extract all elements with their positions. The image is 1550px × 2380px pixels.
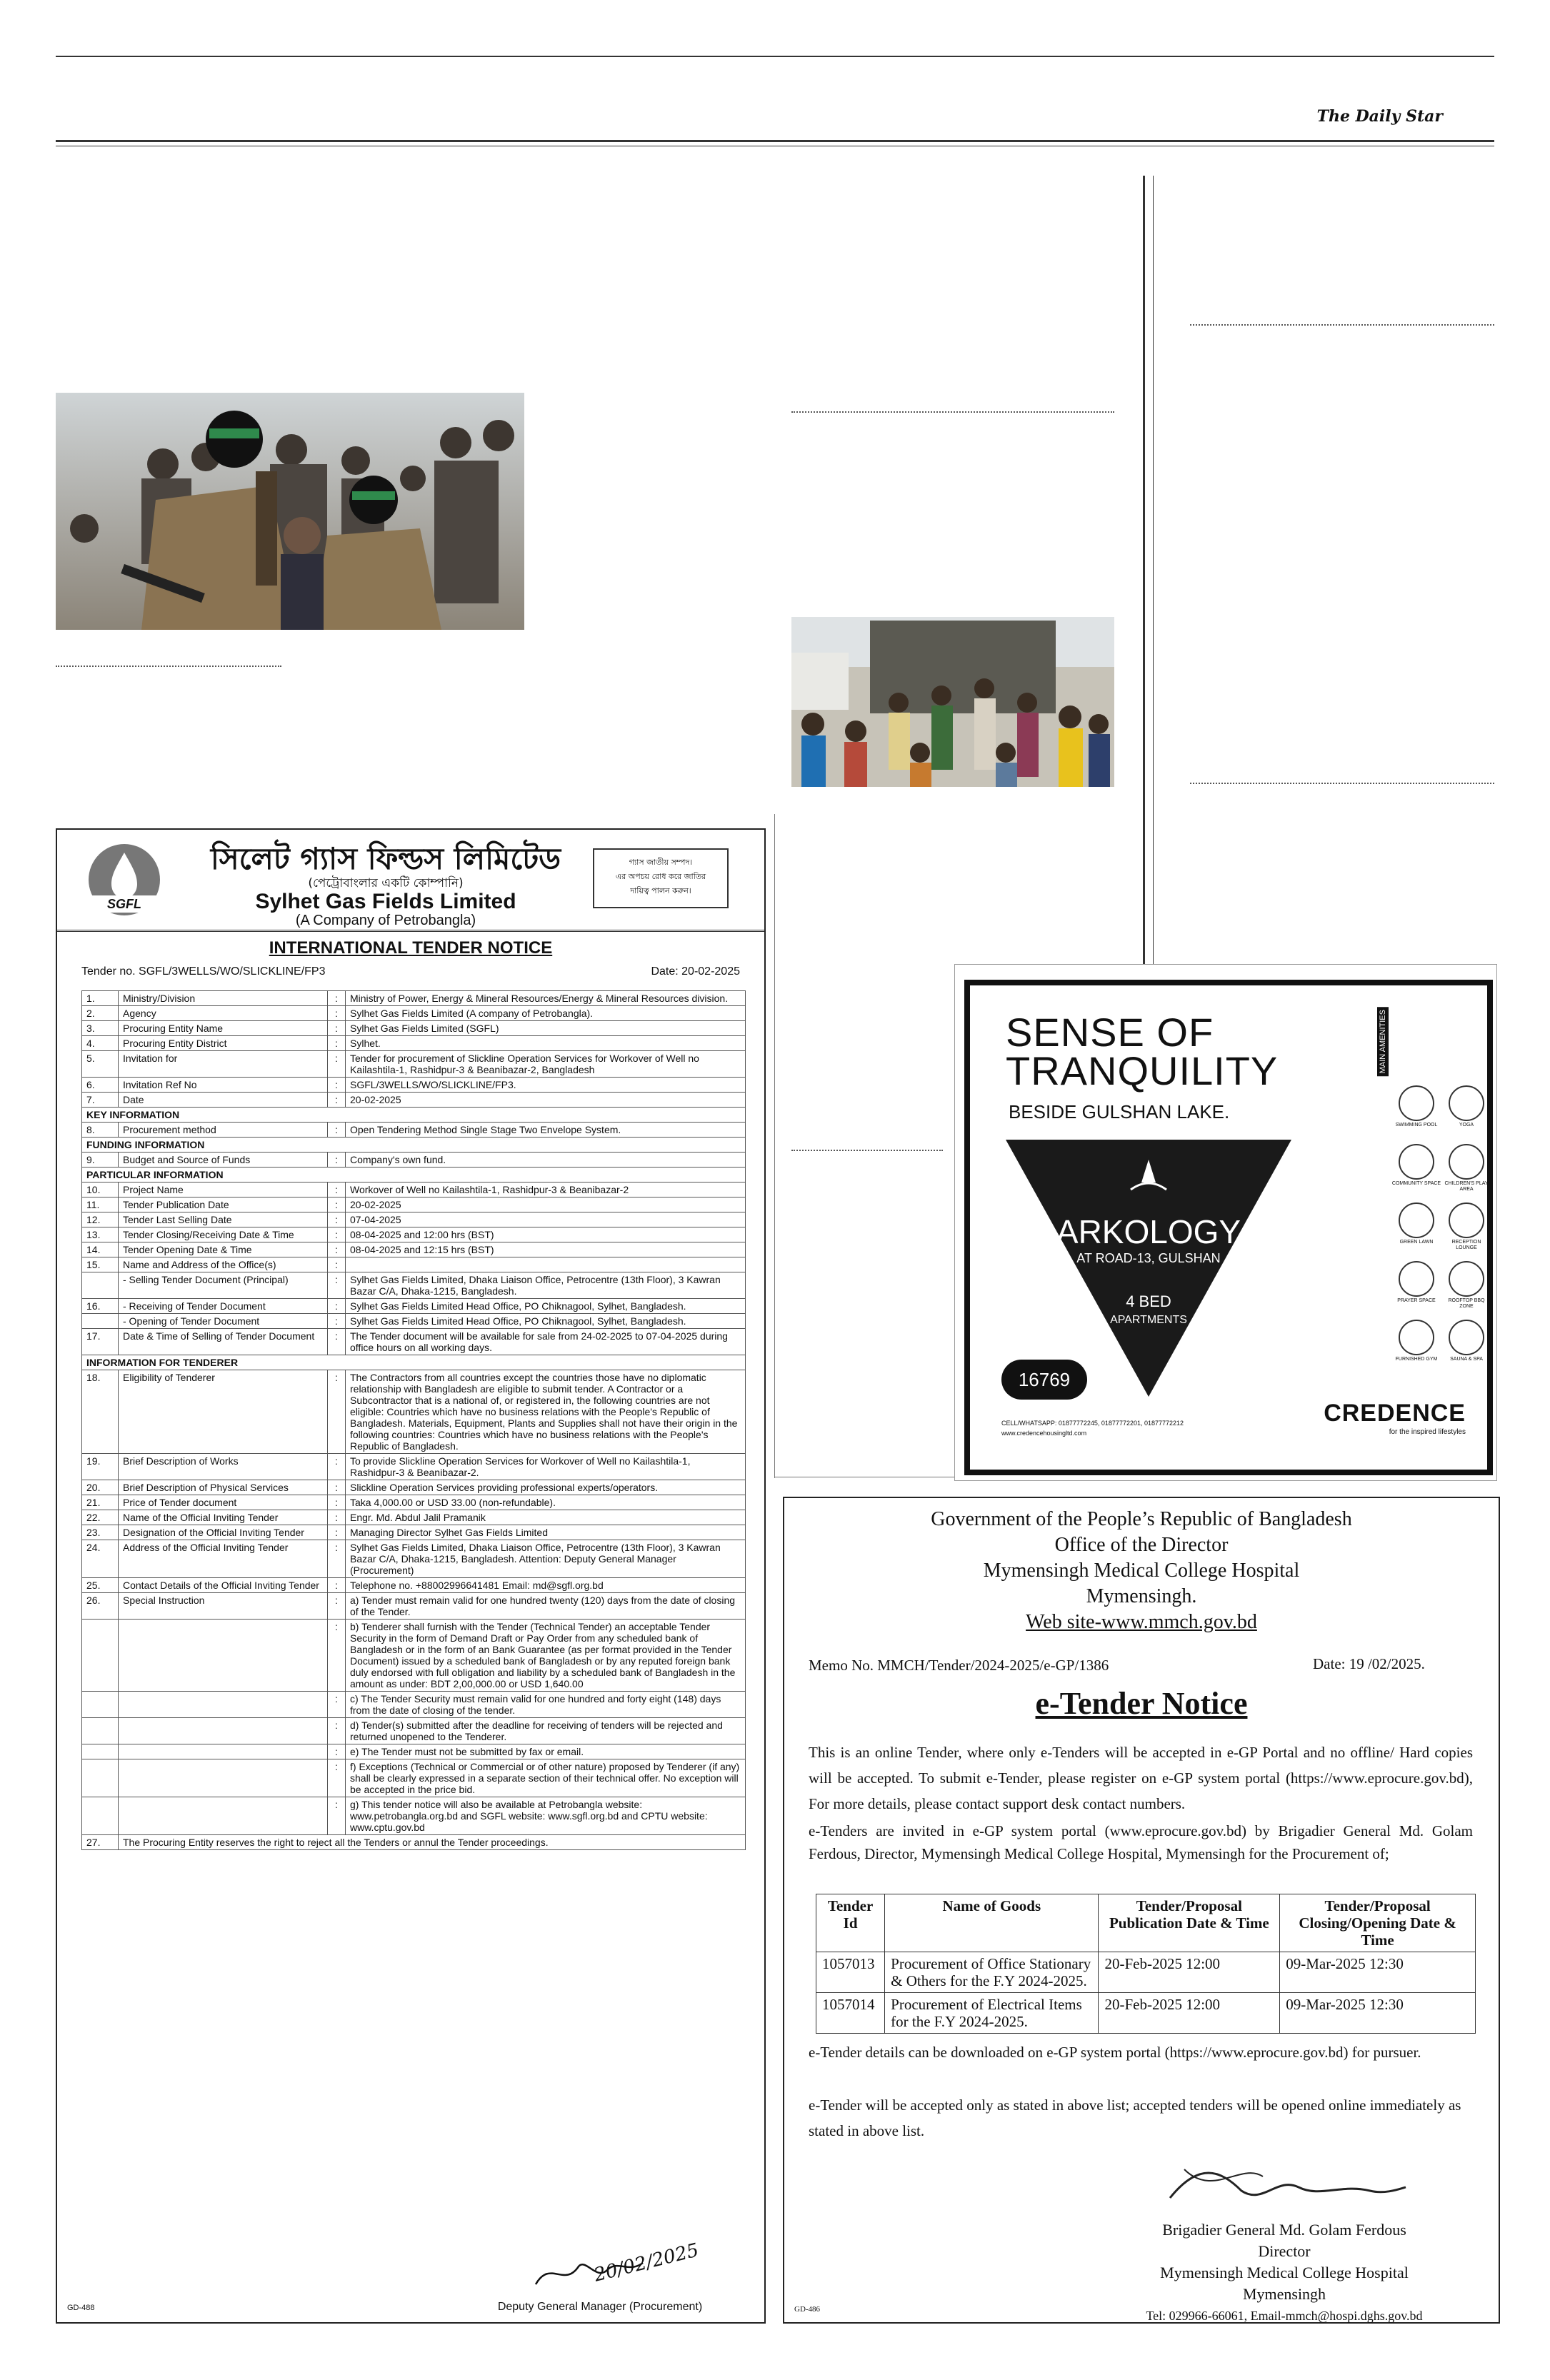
row-label: Tender Closing/Receiving Date & Time: [119, 1227, 328, 1242]
mmch-tel: Tel: 029966-66061, Email-mmch@hospi.dghs.gov.bd: [1146, 2309, 1423, 2323]
table-row: [82, 1759, 746, 1797]
row-label: - Opening of Tender Document: [119, 1314, 328, 1329]
amenity-item: [1441, 1085, 1491, 1143]
table-row: [82, 1744, 746, 1759]
row-label: Invitation Ref No: [119, 1078, 328, 1093]
row-number: 24.: [82, 1540, 119, 1578]
row-label: Price of Tender document: [119, 1495, 328, 1510]
amenity-label: SAUNA & SPA: [1450, 1357, 1483, 1362]
amenity-item: [1391, 1261, 1441, 1318]
row-value: d) Tender(s) submitted after the deadline for receiving of tenders will be rejected and returned unopened to the Tenderer.: [346, 1718, 746, 1744]
row-colon: :: [328, 1036, 346, 1051]
row-colon: :: [328, 1593, 346, 1620]
section-heading: FUNDING INFORMATION: [82, 1138, 746, 1153]
mmch-code: GD-486: [794, 2305, 821, 2314]
table-row: [82, 1692, 746, 1718]
sgfl-bangla-name: সিলেট গ্যাস ফিল্ডস লিমিটেড: [210, 841, 561, 876]
amenity-item: [1391, 1320, 1441, 1377]
row-label: Procurement method: [119, 1123, 328, 1138]
table-row: [82, 1021, 746, 1036]
ad-subhead: BESIDE GULSHAN LAKE.: [1009, 1101, 1230, 1123]
table-row: [82, 1835, 746, 1850]
amenity-label: FURNISHED GYM: [1395, 1357, 1438, 1362]
sgfl-name: Sylhet Gas Fields Limited: [255, 890, 516, 913]
row-label: Project Name: [119, 1183, 328, 1197]
table-cell: 1057013: [816, 1952, 885, 1993]
row-number: [82, 1759, 119, 1797]
table-row: [816, 1993, 1476, 2034]
ad-apartments: APARTMENTS: [1110, 1314, 1187, 1326]
row-value: a) Tender must remain valid for one hundred twenty (120) days from the date of closing of the Tender.: [346, 1593, 746, 1620]
table-cell: 1057014: [816, 1993, 885, 2034]
row-colon: :: [328, 1578, 346, 1593]
sgfl-slogan-line2: এর অপচয় রোধ করে জাতির: [615, 872, 706, 881]
amenity-label: COMMUNITY SPACE: [1391, 1181, 1441, 1186]
row-label: Procuring Entity Name: [119, 1021, 328, 1036]
section-heading: PARTICULAR INFORMATION: [82, 1168, 746, 1183]
row-colon: :: [328, 1759, 346, 1797]
row-value: Sylhet Gas Fields Limited, Dhaka Liaison Office, Petrocentre (13th Floor), 3 Kawran Bazar C/A, Dhaka-1215, Bangladesh.: [346, 1272, 746, 1299]
row-label: [119, 1744, 328, 1759]
mmch-sign3: Mymensingh Medical College Hospital: [1160, 2264, 1409, 2281]
ad-location: AT ROAD-13, GULSHAN: [1076, 1251, 1221, 1265]
amenity-icon: [1399, 1202, 1434, 1238]
table-row: [82, 1540, 746, 1578]
row-label: [119, 1797, 328, 1835]
table-row: [82, 1314, 746, 1329]
row-value: Taka 4,000.00 or USD 33.00 (non-refundable).: [346, 1495, 746, 1510]
row-label: Name of the Official Inviting Tender: [119, 1510, 328, 1525]
mmch-signer: [1084, 2219, 1484, 2326]
amenity-icon: [1399, 1144, 1434, 1180]
row-number: 27.: [82, 1835, 119, 1850]
table-section-row: [82, 1355, 746, 1370]
row-colon: :: [328, 1051, 346, 1078]
row-number: 2.: [82, 1006, 119, 1021]
row-number: 10.: [82, 1183, 119, 1197]
table-row: [82, 1510, 746, 1525]
row-number: [82, 1744, 119, 1759]
table-row: [82, 1123, 746, 1138]
ad-amenities-label: MAIN AMENITIES: [1377, 1007, 1389, 1076]
row-number: [82, 1272, 119, 1299]
row-colon: :: [328, 1257, 346, 1272]
row-number: 16.: [82, 1299, 119, 1314]
table-row: [82, 1718, 746, 1744]
table-row: [82, 1480, 746, 1495]
row-label: Name and Address of the Office(s): [119, 1257, 328, 1272]
sgfl-code: GD-488: [67, 2304, 95, 2312]
table-row: [82, 1272, 746, 1299]
row-number: [82, 1314, 119, 1329]
row-value: Ministry of Power, Energy & Mineral Resources/Energy & Mineral Resources division.: [346, 991, 746, 1006]
mmch-para2: e-Tenders are invited in e-GP system portal (www.eprocure.gov.bd) by Brigadier General Md. Golam Ferdous, Director, Mymensingh Medical College Hospital, Mymensingh for the Procurement of;: [809, 1822, 1473, 1862]
row-colon: :: [328, 1495, 346, 1510]
row-label: Tender Publication Date: [119, 1197, 328, 1212]
row-number: 18.: [82, 1370, 119, 1454]
row-value: Managing Director Sylhet Gas Fields Limited: [346, 1525, 746, 1540]
table-cell: 09-Mar-2025 12:30: [1280, 1993, 1476, 2034]
mmch-line3: Mymensingh Medical College Hospital: [983, 1560, 1300, 1582]
amenity-icon: [1449, 1202, 1484, 1238]
table-section-row: [82, 1138, 746, 1153]
row-number: [82, 1718, 119, 1744]
table-row: [82, 1495, 746, 1510]
mmch-line2: Office of the Director: [1054, 1534, 1229, 1556]
table-cell: 09-Mar-2025 12:30: [1280, 1952, 1476, 1993]
row-colon: :: [328, 1620, 346, 1692]
row-label: [119, 1692, 328, 1718]
section-heading: KEY INFORMATION: [82, 1108, 746, 1123]
separator: [791, 411, 1114, 413]
table-row: [82, 991, 746, 1006]
table-row: [82, 1525, 746, 1540]
mmch-sign4: Mymensingh: [1242, 2285, 1326, 2303]
mmch-signature: [1156, 2148, 1413, 2223]
row-label: Agency: [119, 1006, 328, 1021]
row-value: Sylhet Gas Fields Limited (SGFL): [346, 1021, 746, 1036]
row-value: Sylhet Gas Fields Limited Head Office, PO Chiknagool, Sylhet, Bangladesh.: [346, 1314, 746, 1329]
row-colon: :: [328, 1153, 346, 1168]
row-value: The Tender document will be available for sale from 24-02-2025 to 07-04-2025 during office hours on all working days.: [346, 1329, 746, 1355]
mmch-para4: e-Tender will be accepted only as stated in above list; accepted tenders will be opened online immediately as stated in above list.: [809, 2097, 1461, 2139]
row-value: Sylhet Gas Fields Limited (A company of Petrobangla).: [346, 1006, 746, 1021]
row-colon: :: [328, 1272, 346, 1299]
sgfl-slogan-line1: গ্যাস জাতীয় সম্পদ।: [629, 858, 693, 867]
amenity-item: [1391, 1202, 1441, 1260]
sgfl-notice-title: INTERNATIONAL TENDER NOTICE: [269, 938, 553, 958]
row-label: Tender Opening Date & Time: [119, 1242, 328, 1257]
row-value: 20-02-2025: [346, 1093, 746, 1108]
table-row: [82, 1329, 746, 1355]
ad-brand: ARKOLOGY: [1056, 1213, 1241, 1250]
amenity-icon: [1449, 1144, 1484, 1180]
sgfl-slogan-line3: দায়িত্ব পালন করুন।: [630, 886, 691, 895]
row-colon: :: [328, 1123, 346, 1138]
row-number: [82, 1620, 119, 1692]
column-header: Tender/Proposal Publication Date & Time: [1099, 1894, 1280, 1952]
mmch-web[interactable]: Web site-www.mmch.gov.bd: [1026, 1611, 1257, 1633]
row-value: SGFL/3WELLS/WO/SLICKLINE/FP3.: [346, 1078, 746, 1093]
sgfl-header: [57, 830, 764, 932]
mmch-memo: Memo No. MMCH/Tender/2024-2025/e-GP/1386: [809, 1657, 1109, 1674]
row-number: 21.: [82, 1495, 119, 1510]
mmch-header: [784, 1507, 1499, 1635]
row-value: f) Exceptions (Technical or Commercial or of other nature) proposed by Tenderer (if any) shall be clearly expressed in a separate section of their technical offer. No exception will be accepted in the price bid.: [346, 1759, 746, 1797]
row-colon: :: [328, 1183, 346, 1197]
news-photo-fighters: [56, 393, 524, 630]
row-colon: :: [328, 1692, 346, 1718]
row-label: The Procuring Entity reserves the right to reject all the Tenders or annul the Tender proceedings.: [119, 1835, 746, 1850]
row-label: Brief Description of Works: [119, 1454, 328, 1480]
row-value: b) Tenderer shall furnish with the Tender (Technical Tender) an acceptable Tender Security in the form of Demand Draft or Pay Order from any scheduled bank of Bangladesh or in the form of an Bank Guarantee (as per format provided in the Tender Document) issued by a scheduled bank of Bangladesh or by any reputed foreign bank duly endorsed with full obligation and liability by a scheduled bank of Bangladesh in the amount as under: BDT 2,00,000.00 or USD 1,640.00: [346, 1620, 746, 1692]
row-colon: :: [328, 1480, 346, 1495]
row-value: Sylhet.: [346, 1036, 746, 1051]
amenity-icon: [1449, 1085, 1484, 1121]
row-value: Sylhet Gas Fields Limited Head Office, PO Chiknagool, Sylhet, Bangladesh.: [346, 1299, 746, 1314]
column-header: Name of Goods: [885, 1894, 1099, 1952]
row-value: Company's own fund.: [346, 1153, 746, 1168]
table-row: [82, 1370, 746, 1454]
amenity-label: YOGA: [1459, 1123, 1474, 1128]
mmch-sign1: Brigadier General Md. Golam Ferdous: [1162, 2221, 1406, 2239]
ad-beds: 4 BED: [1126, 1292, 1171, 1310]
row-value: Workover of Well no Kailashtila-1, Rashidpur-3 & Beanibazar-2: [346, 1183, 746, 1197]
row-label: [119, 1718, 328, 1744]
row-label: Ministry/Division: [119, 991, 328, 1006]
table-row: [82, 1454, 746, 1480]
mmch-title: e-Tender Notice: [1035, 1686, 1248, 1721]
table-cell: Procurement of Electrical Items for the F.Y 2024-2025.: [885, 1993, 1099, 2034]
separator: [1190, 324, 1494, 326]
row-value: The Contractors from all countries except the countries those have no diplomatic relationship with Bangladesh are eligible to submit tender. A Contractor or a Subcontractor that is a national of, or registered in, the following countries are not eligible: Countries which have no business relations with the People's Republic of Bangladesh. Materials, Equipment, Plants and Supplies shall not have their origin in the following countries: Countries which have no business relations with the People's Republic of Bangladesh.: [346, 1370, 746, 1454]
masthead-logo: The Daily Star: [1316, 107, 1443, 126]
row-label: Designation of the Official Inviting Tender: [119, 1525, 328, 1540]
sgfl-date: Date: 20-02-2025: [651, 965, 740, 978]
row-number: 5.: [82, 1051, 119, 1078]
row-colon: :: [328, 1718, 346, 1744]
table-cell: 20-Feb-2025 12:00: [1099, 1952, 1280, 1993]
table-cell: 20-Feb-2025 12:00: [1099, 1993, 1280, 2034]
row-value: e) The Tender must not be submitted by fax or email.: [346, 1744, 746, 1759]
row-colon: :: [328, 1242, 346, 1257]
table-cell: Procurement of Office Stationary & Others for the F.Y 2024-2025.: [885, 1952, 1099, 1993]
table-row: [82, 1153, 746, 1168]
arkology-ad: [964, 980, 1493, 1475]
row-colon: :: [328, 1227, 346, 1242]
ad-hotline: 16769: [1018, 1369, 1071, 1390]
row-number: 1.: [82, 991, 119, 1006]
row-colon: :: [328, 1510, 346, 1525]
row-number: 11.: [82, 1197, 119, 1212]
row-value: 07-04-2025: [346, 1212, 746, 1227]
row-colon: :: [328, 1299, 346, 1314]
table-row: [82, 1051, 746, 1078]
row-number: 15.: [82, 1257, 119, 1272]
mmch-date: Date: 19 /02/2025.: [1313, 1655, 1425, 1672]
row-number: 23.: [82, 1525, 119, 1540]
sgfl-logo-text: SGFL: [107, 897, 141, 911]
mmch-para1: This is an online Tender, where only e-Tenders will be accepted in e-GP Portal and no offline/ Hard copies will be accepted. To submit e-Tender, please register on e-GP system portal (https://www.eprocure.gov.bd), For more details, please contact support desk contact numbers.: [809, 1744, 1473, 1812]
sgfl-logo: [87, 843, 161, 917]
amenity-icon: [1449, 1320, 1484, 1355]
row-label: - Selling Tender Document (Principal): [119, 1272, 328, 1299]
amenity-label: SWIMMING POOL: [1395, 1123, 1438, 1128]
row-value: 08-04-2025 and 12:00 hrs (BST): [346, 1227, 746, 1242]
row-number: 22.: [82, 1510, 119, 1525]
ad-tagline: for the inspired lifestyles: [1389, 1428, 1466, 1436]
row-value: Tender for procurement of Slickline Operation Services for Workover of Well no Kailashtila-1, Rashidpur-3 & Beanibazar-2, Bangladesh: [346, 1051, 746, 1078]
row-label: Invitation for: [119, 1051, 328, 1078]
amenity-item: [1441, 1320, 1491, 1377]
news-photo-aid: [791, 617, 1114, 787]
row-number: 8.: [82, 1123, 119, 1138]
amenity-label: RECEPTION LOUNGE: [1451, 1240, 1481, 1250]
row-colon: :: [328, 1078, 346, 1093]
row-colon: :: [328, 1370, 346, 1454]
mmch-line4: Mymensingh.: [1086, 1585, 1197, 1607]
column-header: Tender Id: [816, 1894, 885, 1952]
row-number: 20.: [82, 1480, 119, 1495]
table-row: [82, 1183, 746, 1197]
amenity-item: [1391, 1144, 1441, 1201]
row-colon: :: [328, 1093, 346, 1108]
masthead-rule: [56, 140, 1494, 142]
amenity-label: CHILDREN'S PLAY AREA: [1444, 1181, 1489, 1192]
row-value: Slickline Operation Services providing professional experts/operators.: [346, 1480, 746, 1495]
row-number: 19.: [82, 1454, 119, 1480]
ad-hotline-badge: [1001, 1360, 1087, 1400]
amenity-icon: [1399, 1320, 1434, 1355]
amenity-item: [1391, 1085, 1441, 1143]
row-colon: :: [328, 1329, 346, 1355]
table-section-row: [82, 1168, 746, 1183]
amenity-label: ROOFTOP BBQ ZONE: [1448, 1298, 1485, 1309]
row-number: 3.: [82, 1021, 119, 1036]
row-number: 6.: [82, 1078, 119, 1093]
row-value: Telephone no. +88002996641481 Email: md@sgfl.org.bd: [346, 1578, 746, 1593]
table-row: [82, 1006, 746, 1021]
row-label: Date & Time of Selling of Tender Document: [119, 1329, 328, 1355]
row-value: To provide Slickline Operation Services for Workover of Well no Kailashtila-1, Rashidpur-3 & Beanibazar-2.: [346, 1454, 746, 1480]
table-row: [82, 1593, 746, 1620]
table-row: [82, 1036, 746, 1051]
row-label: Date: [119, 1093, 328, 1108]
table-row: [82, 1620, 746, 1692]
table-section-row: [82, 1108, 746, 1123]
amenity-item: [1441, 1261, 1491, 1318]
row-value: 08-04-2025 and 12:15 hrs (BST): [346, 1242, 746, 1257]
row-number: 4.: [82, 1036, 119, 1051]
row-value: g) This tender notice will also be available at Petrobangla website: www.petrobangla.org.bd and SGFL website: www.sgfl.org.bd and CPTU website: www.cptu.gov.bd: [346, 1797, 746, 1835]
ad-headline-2: TRANQUILITY: [1006, 1048, 1279, 1093]
table-row: [82, 1578, 746, 1593]
sgfl-signature: [529, 2239, 701, 2295]
table-row: [82, 1197, 746, 1212]
ad-website: www.credencehousingltd.com: [1001, 1430, 1087, 1437]
mmch-sign2: Director: [1258, 2242, 1311, 2260]
sgfl-signer: Deputy General Manager (Procurement): [497, 2301, 703, 2313]
row-label: Eligibility of Tenderer: [119, 1370, 328, 1454]
row-colon: :: [328, 1797, 346, 1835]
table-row: [82, 1299, 746, 1314]
row-colon: :: [328, 1021, 346, 1036]
row-label: Tender Last Selling Date: [119, 1212, 328, 1227]
row-label: Procuring Entity District: [119, 1036, 328, 1051]
mmch-para3: e-Tender details can be downloaded on e-GP system portal (https://www.eprocure.gov.bd) for pursuer.: [809, 2044, 1421, 2061]
amenity-icon: [1449, 1261, 1484, 1297]
table-row: [82, 1242, 746, 1257]
amenity-item: [1441, 1202, 1491, 1260]
row-colon: :: [328, 1006, 346, 1021]
frame-rule: [774, 814, 775, 1478]
column-header: Tender/Proposal Closing/Opening Date & Time: [1280, 1894, 1476, 1952]
row-label: Address of the Official Inviting Tender: [119, 1540, 328, 1578]
table-row: [816, 1952, 1476, 1993]
table-row: [82, 1797, 746, 1835]
row-number: [82, 1797, 119, 1835]
section-heading: INFORMATION FOR TENDERER: [82, 1355, 746, 1370]
ad-amenity-grid: [1391, 1085, 1499, 1378]
table-row: [82, 1257, 746, 1272]
row-number: 26.: [82, 1593, 119, 1620]
row-label: Contact Details of the Official Inviting Tender: [119, 1578, 328, 1593]
row-number: 12.: [82, 1212, 119, 1227]
table-row: [82, 1078, 746, 1093]
table-row: [82, 1093, 746, 1108]
row-value: Sylhet Gas Fields Limited, Dhaka Liaison Office, Petrocentre (13th Floor), 3 Kawran Bazar C/A, Dhaka-1215, Bangladesh. Attention: Deputy General Manager (Procurement): [346, 1540, 746, 1578]
row-label: Budget and Source of Funds: [119, 1153, 328, 1168]
row-number: 14.: [82, 1242, 119, 1257]
row-number: 17.: [82, 1329, 119, 1355]
row-colon: :: [328, 991, 346, 1006]
row-value: 20-02-2025: [346, 1197, 746, 1212]
row-label: [119, 1620, 328, 1692]
separator: [1190, 783, 1494, 784]
row-number: 9.: [82, 1153, 119, 1168]
row-colon: :: [328, 1212, 346, 1227]
row-label: Special Instruction: [119, 1593, 328, 1620]
row-value: [346, 1257, 746, 1272]
top-rule: [56, 56, 1494, 57]
row-number: 25.: [82, 1578, 119, 1593]
ad-triangle-graphic: [1006, 1140, 1291, 1397]
row-number: 7.: [82, 1093, 119, 1108]
row-colon: :: [328, 1540, 346, 1578]
table-row: [82, 1227, 746, 1242]
table-row: [82, 1212, 746, 1227]
sgfl-bangla-sub: (পেট্রোবাংলার একটি কোম্পানি): [308, 876, 464, 890]
row-colon: :: [328, 1454, 346, 1480]
amenity-icon: [1399, 1261, 1434, 1297]
row-colon: :: [328, 1744, 346, 1759]
sgfl-sub: (A Company of Petrobangla): [295, 913, 476, 928]
row-colon: :: [328, 1197, 346, 1212]
ad-contact: CELL/WHATSAPP: 01877772245, 01877772201, 01877772212: [1001, 1420, 1184, 1427]
row-label: Brief Description of Physical Services: [119, 1480, 328, 1495]
row-number: 13.: [82, 1227, 119, 1242]
ad-headline-1: SENSE OF: [1006, 1010, 1214, 1055]
row-label: - Receiving of Tender Document: [119, 1299, 328, 1314]
sgfl-tender-no: Tender no. SGFL/3WELLS/WO/SLICKLINE/FP3: [81, 965, 326, 978]
amenity-label: PRAYER SPACE: [1397, 1298, 1436, 1303]
row-number: [82, 1692, 119, 1718]
mmch-goods-table: [816, 1894, 1476, 2034]
row-colon: :: [328, 1314, 346, 1329]
sgfl-tender-notice: [56, 828, 766, 2324]
mmch-etender-notice: [783, 1497, 1500, 2324]
row-label: [119, 1759, 328, 1797]
amenity-label: GREEN LAWN: [1399, 1240, 1434, 1245]
table-header-row: [816, 1894, 1476, 1952]
sgfl-signature-date: 20/02/2025: [591, 2239, 701, 2286]
mmch-line1: Government of the People’s Republic of Bangladesh: [931, 1508, 1352, 1530]
amenity-icon: [1399, 1085, 1434, 1121]
row-colon: :: [328, 1525, 346, 1540]
row-value: c) The Tender Security must remain valid for one hundred and forty eight (148) days from the date of closing of the tender.: [346, 1692, 746, 1718]
sgfl-slogan-box: [593, 848, 729, 908]
row-value: Engr. Md. Abdul Jalil Pramanik: [346, 1510, 746, 1525]
sgfl-info-table: [81, 990, 746, 1850]
row-value: Open Tendering Method Single Stage Two Envelope System.: [346, 1123, 746, 1138]
ad-developer: CREDENCE: [1324, 1400, 1466, 1427]
separator: [791, 1150, 943, 1151]
amenity-item: [1441, 1144, 1491, 1201]
separator: [56, 666, 281, 667]
